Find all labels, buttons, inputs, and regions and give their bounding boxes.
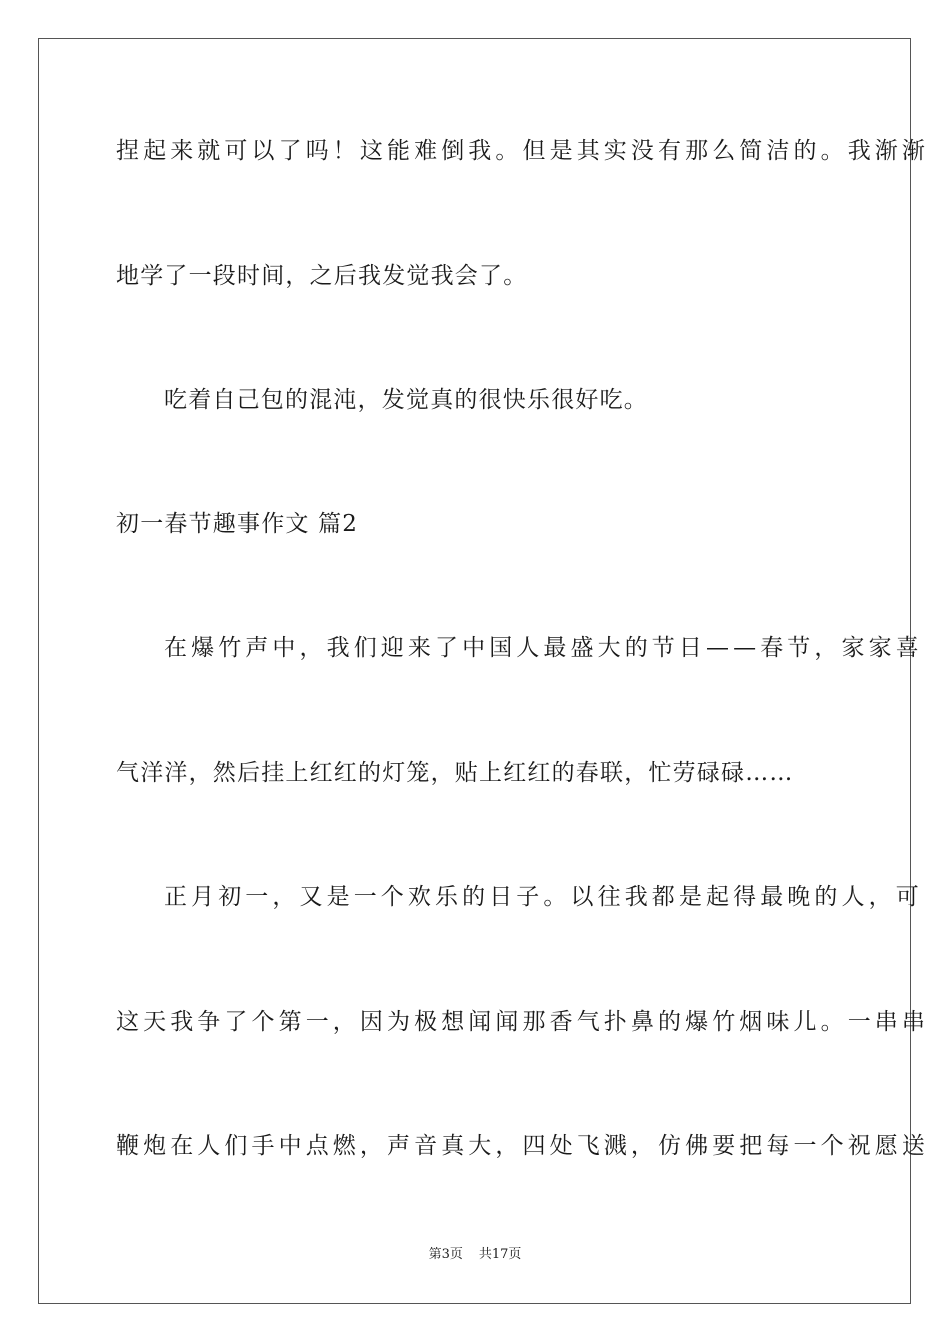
paragraph-line: 这天我争了个第一，因为极想闻闻那香气扑鼻的爆竹烟味儿。一串串 <box>116 1009 929 1035</box>
page-border <box>38 38 929 1304</box>
page-footer <box>0 1246 950 1264</box>
paragraph-line: 地学了一段时间，之后我发觉我会了。 <box>116 263 528 289</box>
section-heading: 初一春节趣事作文 篇2 <box>116 511 359 537</box>
paragraph-line: 正月初一，又是一个欢乐的日子。以往我都是起得最晚的人，可 <box>164 884 923 910</box>
paragraph-line: 气洋洋，然后挂上红红的灯笼，贴上红红的春联，忙劳碌碌…… <box>116 760 794 786</box>
paragraph-line: 吃着自己包的混沌，发觉真的很快乐很好吃。 <box>164 387 648 413</box>
paragraph-line: 在爆竹声中，我们迎来了中国人最盛大的节日——春节，家家喜 <box>164 635 923 661</box>
paragraph-line: 捏起来就可以了吗！这能难倒我。但是其实没有那么简洁的。我渐渐 <box>116 138 929 164</box>
page-total: 共17页 <box>478 1247 522 1262</box>
page-number: 第3页 <box>428 1247 463 1262</box>
paragraph-line: 鞭炮在人们手中点燃，声音真大，四处飞溅，仿佛要把每一个祝愿送 <box>116 1133 929 1159</box>
